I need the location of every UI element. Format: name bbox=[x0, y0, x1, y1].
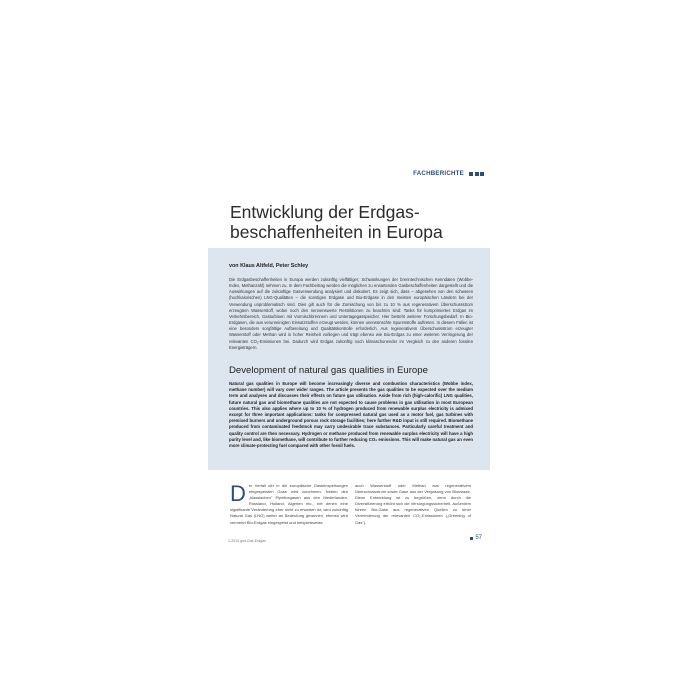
article-authors: von Klaus Altfeld, Peter Schley bbox=[229, 263, 309, 269]
abstract-german: Die Erdgasbeschaffenheiten in Europa werden zukünftig vielfältiger; Schwankungen der brenntechnischen Kenndaten (Wobbe-Index, Methanzahl) nehmen zu. In dem Fachbeitrag werden die möglichen zu erwartenden Gasbeschaffenheiten dargestellt und die Auswirkungen auf die zukünftige Gasverwendung analysiert und diskutiert. Es zeigt sich, dass – abgesehen von den schweren (hochkalorischen) LNG-Qualitäten – die sonstigen Erdgase und Bio-Erdgase in den meisten europäischen Ländern bei der Verwendung unproblematisch sind. Dies gilt auch für die Zumischung von bis zu 10 % aus regenerativem Überschussstrom erzeugtem Wasserstoff, wobei noch den nennenswerte Restriktionen zu beachten sind: Tanks für komprimiertes Erdgas im Verkehrsbereich, Gasturbinen mit Vormischbrennern und Untertagegasspeicher. Hier besteht weiterer Forschungsbedarf. In Bio-Erdgasen, die aus verunreinigten Einsatzstoffen erzeugt werden, können unerwünschte Spurenstoffe auftreten. In diesem Fällen ist eine besonders sorgfältige Aufbereitung und Qualitätskontrolle erforderlich. Aus regenerativem Überschussstrom erzeugter Wasserstoff oder Methan wird in hoher Reinheit vorliegen und trägt ebenso wie Bio-Erdgas zu einer weiteren Verringerung der relevanten CO₂-Emissionen bei. Dadurch wird Erdgas zukünftig noch klimaschonender im Vergleich zu den anderen fossilen Energieträgern. bbox=[229, 277, 473, 350]
square-icon bbox=[469, 172, 473, 176]
article-title bbox=[230, 202, 470, 242]
page-number: 57 bbox=[475, 535, 482, 541]
abstract-english: Natural gas qualities in Europe will become increasingly diverse and combustion characteristics (Wobbe index, methane number) will vary over wider ranges. The article presents the gas qualities to be expected over the medium term and analyses and discusses their effects on future gas utilisation. Aside from rich (high-calorific) LNG qualities, future natural gas and biomethane qualities are not expected to cause problems in gas utilisation in most European countries. This also applies where up to 10 % of hydrogen produced from renewable surplus electricity is admixed except for three important applications: tanks for compressed natural gas used as a motor fuel, gas turbines with premixed burners and underground porous rock storage facilities; here further R&D input is still required. Biomethane produced from contaminated feedstock may carry undesirable trace substances. Particularly careful treatment and quality control are then necessary. Hydrogen or methane produced from renewable surplus electricity will have a high purity level and, like biomethane, will contribute to further reducing CO₂ emissions. This will make natural gas an even more climate-protecting fuel compared with other fossil fuels. bbox=[229, 381, 473, 449]
section-label-text: FACHBERICHTE bbox=[413, 170, 464, 177]
page-number-block bbox=[470, 535, 482, 541]
article-title-line-2: beschaffenheiten in Europa bbox=[230, 222, 443, 242]
english-heading: Development of natural gas qualities in Europe bbox=[229, 365, 428, 376]
article-title-line-1: Entwicklung der Erdgas- bbox=[230, 202, 420, 222]
body-column-1-text: er Verfall der in die europäische Gasteinspeisungen eingespeisten Gase wird zunehmen. Neben den „klassischen" Pipelinegasen aus den Niederlanden, Russland, Holland, Algerien etc., bei denen eine signifikante Veränderung eher nicht zu erwarten ist, wird zukünftig Natural Gas (LNG) weiter an Bedeutung gewinnen, ebenso wird vermehrt Bio-Erdgas eingespeist und beispielsweise bbox=[230, 483, 348, 525]
journal-page bbox=[208, 150, 490, 558]
drop-cap: D bbox=[230, 481, 246, 506]
body-column-2: auch Wasserstoff oder Methan aus regenerativem Überschussstrom sowie Gase aus der Vergasung von Biomasse. Diese Entwicklung ist zu begrüßen, denn durch die Diversifizierung erhöht sich die Versorgungssicherheit. Außerdem führen Bio-Gase aus regenerativen Quellen zu einer Verminderung der relevanten CO₂-Emissionen („Greening of Gas"). bbox=[355, 483, 471, 525]
footer-journal-info: 2-2015 gwf-Gas Erdgas bbox=[228, 539, 266, 543]
section-label bbox=[413, 170, 484, 177]
square-icon bbox=[475, 172, 479, 176]
section-label-squares-icon bbox=[469, 172, 484, 176]
square-icon bbox=[470, 537, 473, 540]
body-column-1 bbox=[230, 483, 348, 526]
square-icon bbox=[480, 172, 484, 176]
